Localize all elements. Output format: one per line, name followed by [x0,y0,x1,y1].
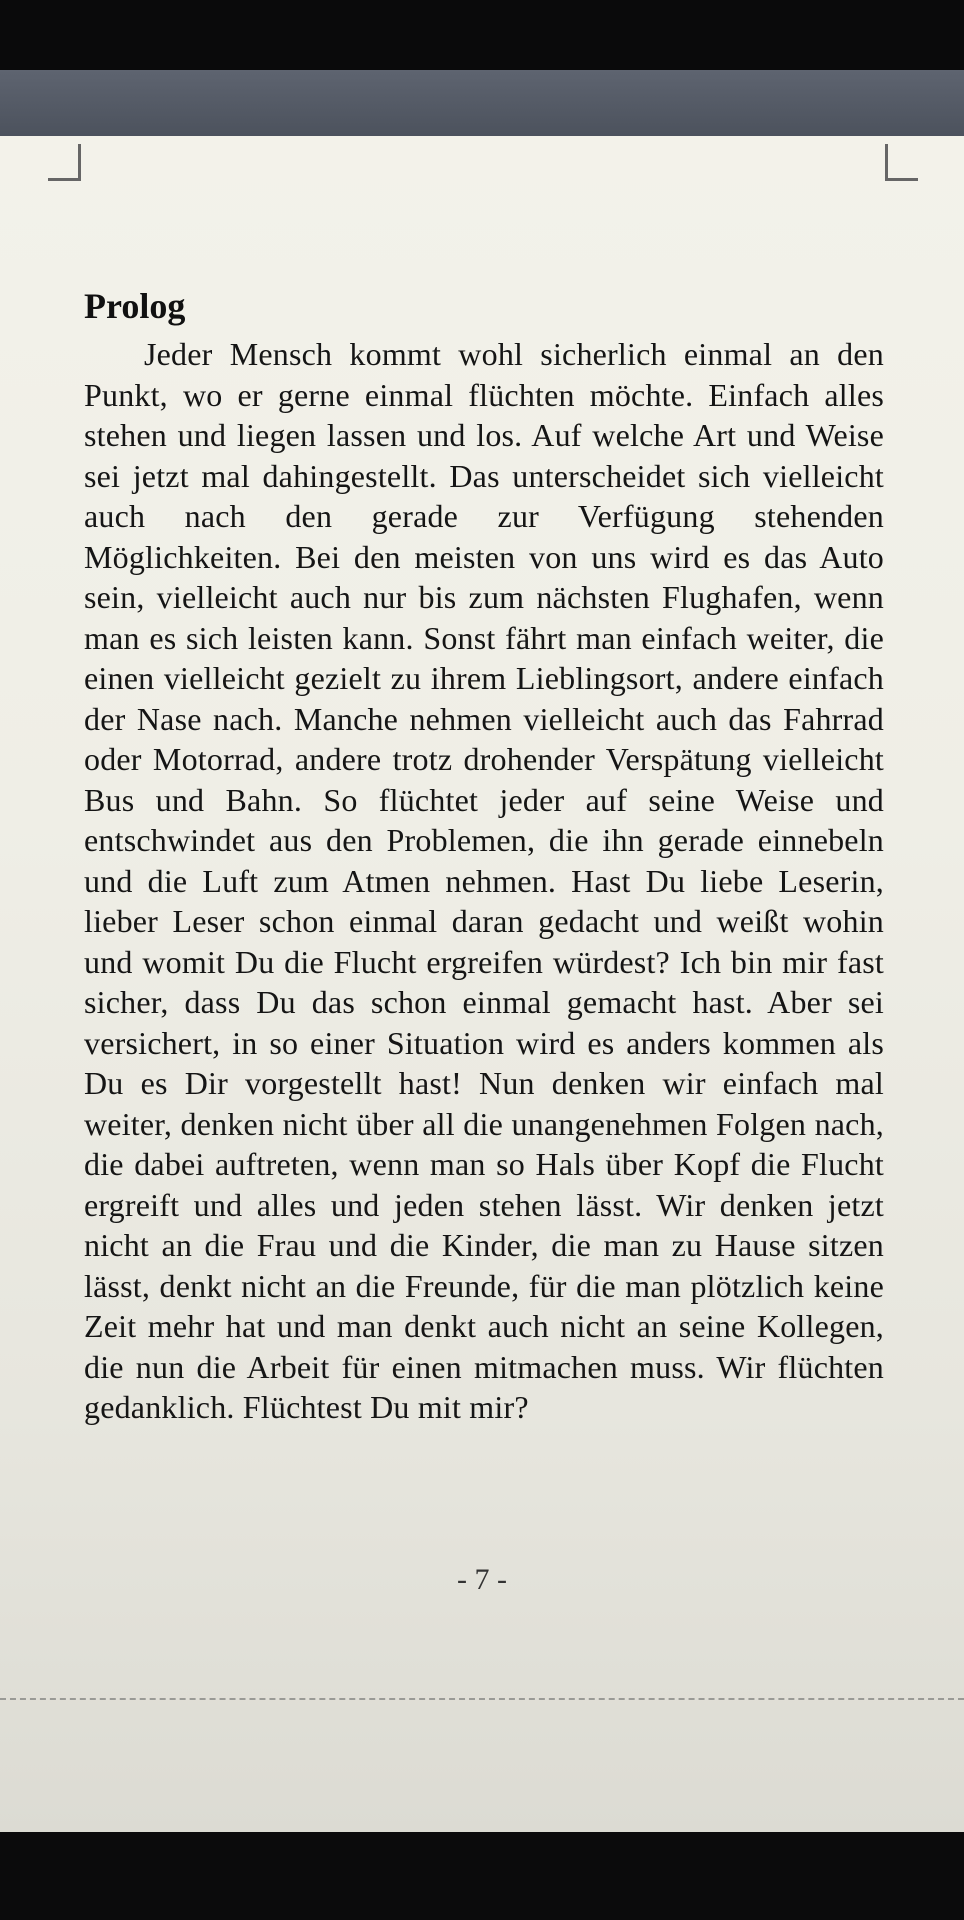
body-paragraph: Jeder Mensch kommt wohl sicherlich einmal an den Punkt, wo er gerne einmal flüchten möchte. Einfach alles stehen und liegen lassen und los. Auf welche Art und Weise sei jetzt mal dahingestellt. Das unterscheidet sich vielleicht auch nach den gerade zur Verfügung stehenden Möglichkeiten. Bei den meisten von uns wird es das Auto sein, vielleicht auch nur bis zum nächsten Flughafen, wenn man es sich leisten kann. Sonst fährt man einfach weiter, die einen vielleicht gezielt zu ihrem Lieblingsort, andere einfach der Nase nach. Manche nehmen vielleicht auch das Fahrrad oder Motorrad, andere trotz drohender Verspätung vielleicht Bus und Bahn. So flüchtet jeder auf seine Weise und entschwindet aus den Problemen, die ihn gerade einnebeln und die Luft zum Atmen nehmen. Hast Du liebe Leserin, lieber Leser schon einmal daran gedacht und weißt wohin und womit Du die Flucht ergreifen würdest? Ich bin mir fast sicher, dass Du das schon einmal gemacht hast. Aber sei versichert, in so einer Situation wird es anders kommen als Du es Dir vorgestellt hast! Nun denken wir einfach mal weiter, denken nicht über all die unangenehmen Folgen nach, die dabei auftreten, wenn man so Hals über Kopf die Flucht ergreift und alles und jeden stehen lässt. Wir denken jetzt nicht an die Frau und die Kinder, die man zu Hause sitzen lässt, denkt nicht an die Freunde, für die man plötzlich keine Zeit mehr hat und man denkt auch nicht an seine Kollegen, die nun die Arbeit für einen mitmachen muss. Wir flüchten gedanklich. Flüchtest Du mit mir? [84,336,884,1425]
margin-corner-top-left [48,144,81,181]
document-page[interactable] [0,136,964,1832]
toolbar-strip [0,70,964,136]
top-bezel [0,0,964,70]
chapter-heading: Prolog [84,286,186,326]
bottom-bezel [0,1832,964,1920]
margin-corner-top-right [885,144,918,181]
page-number: - 7 - [457,1563,507,1596]
text-area[interactable] [84,284,884,1428]
page-break-divider [0,1698,964,1700]
